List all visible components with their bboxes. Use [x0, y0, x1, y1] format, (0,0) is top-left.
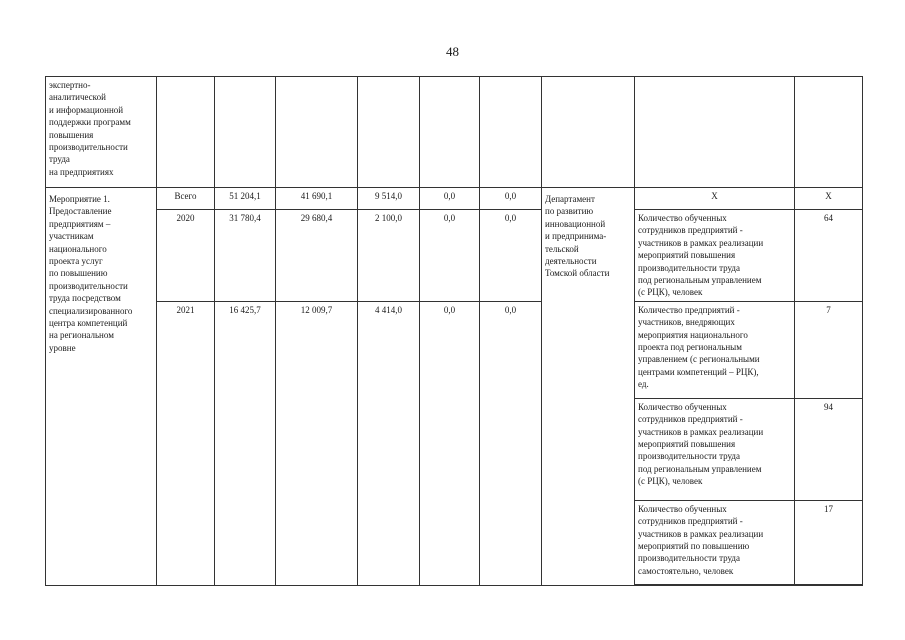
spacer-cell: [635, 584, 863, 585]
indicator-line: сотрудников предприятий -: [638, 414, 743, 425]
indicator-line: участников в рамках реализации: [638, 528, 764, 539]
measure-title-line: уровне: [49, 342, 76, 353]
intro-text-cell: [46, 77, 157, 188]
empty-cell: [157, 77, 215, 188]
indicator-line: производительности труда: [638, 262, 741, 273]
indicator-line: Количество предприятий -: [638, 304, 740, 315]
indicator-value-cell: Х: [795, 188, 863, 210]
indicator-line: производительности труда: [638, 553, 741, 564]
indicator-cell: [635, 398, 795, 500]
intro-line: производительности: [49, 142, 128, 153]
regional-cell: 2 100,0: [358, 210, 420, 302]
indicator-line: (с РЦК), человек: [638, 287, 703, 298]
row-2021: [46, 301, 863, 398]
indicator-line: (с РЦК), человек: [638, 476, 703, 487]
measure-title-line: центра компетенций: [49, 318, 128, 329]
total-cell: 16 425,7: [215, 301, 276, 585]
indicator-line: участников в рамках реализации: [638, 237, 764, 248]
federal-cell: 41 690,1: [276, 188, 358, 210]
year-cell: 2020: [157, 210, 215, 302]
indicator-line: участников в рамках реализации: [638, 426, 764, 437]
intro-line: на предприятиях: [49, 166, 114, 177]
empty-cell: [635, 77, 795, 188]
page-number: 48: [446, 44, 459, 59]
indicator-line: под региональным управлением: [638, 275, 762, 286]
indicator-line: мероприятий повышения: [638, 250, 736, 261]
empty-cell: [215, 77, 276, 188]
empty-cell: [358, 77, 420, 188]
executor-line: Департамент: [545, 194, 595, 204]
measure-title-line: специализированного: [49, 305, 133, 316]
local-cell: 0,0: [420, 188, 480, 210]
indicator-line: мероприятий повышения: [638, 439, 736, 450]
measure-title-line: по повышению: [49, 268, 108, 279]
executor-line: и предпринима-: [545, 231, 607, 242]
intro-line: труда: [49, 154, 70, 165]
empty-cell: [480, 77, 542, 188]
measure-title-line: проекта услуг: [49, 256, 103, 267]
year-cell: Всего: [157, 188, 215, 210]
indicator-line: мероприятия национального: [638, 329, 748, 340]
intro-row: [46, 77, 863, 188]
executor-line: инновационной: [545, 218, 606, 229]
indicator-value-cell: 7: [795, 301, 863, 398]
federal-cell: 12 009,7: [276, 301, 358, 585]
executor-cell: [542, 188, 635, 586]
indicator-cell: [635, 500, 795, 584]
indicator-line: производительности труда: [638, 451, 741, 462]
executor-line: тельской: [545, 243, 579, 254]
indicator-cell: Х: [635, 188, 795, 210]
row-total: [46, 188, 863, 210]
measure-title-cell: [46, 188, 157, 586]
indicator-line: ед.: [638, 379, 649, 390]
measure-title-line: предприятиям –: [49, 218, 111, 229]
measure-title-line: Предоставление: [49, 206, 112, 217]
intro-line: повышения: [49, 129, 94, 140]
indicator-line: сотрудников предприятий -: [638, 225, 743, 236]
intro-line: и информационной: [49, 104, 124, 115]
indicator-value-cell: 17: [795, 500, 863, 584]
indicator-line: Количество обученных: [638, 213, 727, 223]
row-2020: [46, 210, 863, 302]
indicator-line: сотрудников предприятий -: [638, 516, 743, 527]
local-cell: 0,0: [420, 210, 480, 302]
indicator-line: под региональным управлением: [638, 463, 762, 474]
program-table: [45, 76, 863, 586]
executor-line: Томской области: [545, 268, 610, 279]
other-cell: 0,0: [480, 210, 542, 302]
measure-title-line: труда посредством: [49, 293, 121, 304]
indicator-value-cell: 64: [795, 210, 863, 302]
indicator-line: Количество обученных: [638, 401, 727, 412]
indicator-cell: [635, 301, 795, 398]
measure-title-line: национального: [49, 243, 107, 254]
indicator-line: участников, внедряющих: [638, 317, 735, 328]
local-cell: 0,0: [420, 301, 480, 585]
empty-cell: [795, 77, 863, 188]
federal-cell: 29 680,4: [276, 210, 358, 302]
indicator-line: мероприятий по повышению: [638, 541, 750, 552]
indicator-line: самостоятельно, человек: [638, 565, 734, 576]
indicator-value-cell: 94: [795, 398, 863, 500]
indicator-line: управлением (с региональными: [638, 354, 760, 365]
other-cell: 0,0: [480, 301, 542, 585]
intro-line: аналитической: [49, 92, 106, 103]
other-cell: 0,0: [480, 188, 542, 210]
measure-title-line: Мероприятие 1.: [49, 194, 110, 204]
regional-cell: 4 414,0: [358, 301, 420, 585]
total-cell: 31 780,4: [215, 210, 276, 302]
executor-line: деятельности: [545, 256, 597, 267]
indicator-line: центрами компетенций – РЦК),: [638, 366, 759, 377]
empty-cell: [276, 77, 358, 188]
measure-title-line: производительности: [49, 280, 128, 291]
empty-cell: [542, 77, 635, 188]
intro-line: поддержки программ: [49, 117, 131, 128]
regional-cell: 9 514,0: [358, 188, 420, 210]
indicator-cell: [635, 210, 795, 302]
indicator-line: Количество обученных: [638, 503, 727, 514]
indicator-line: проекта под региональным: [638, 342, 742, 353]
intro-line: экспертно-: [49, 80, 91, 90]
measure-title-line: участникам: [49, 231, 94, 242]
total-cell: 51 204,1: [215, 188, 276, 210]
year-cell: 2021: [157, 301, 215, 585]
empty-cell: [420, 77, 480, 188]
measure-title-line: на региональном: [49, 330, 114, 341]
executor-line: по развитию: [545, 206, 594, 217]
